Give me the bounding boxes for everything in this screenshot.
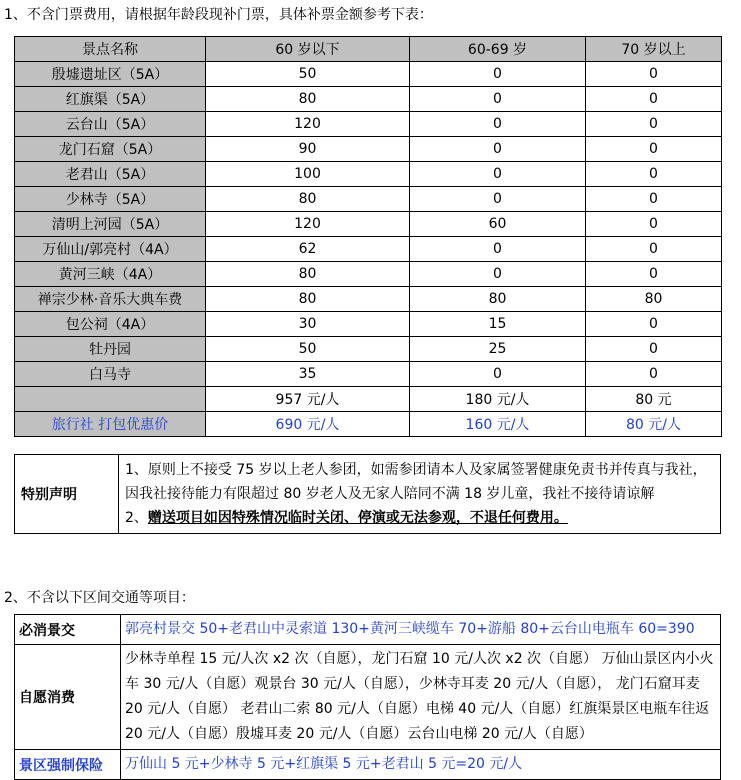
- discount-label: 旅行社 打包优惠价: [15, 412, 206, 437]
- price-cell: 0: [410, 62, 586, 87]
- total-cell: 180 元/人: [410, 387, 586, 412]
- table-row: [15, 287, 722, 312]
- price-cell: 0: [410, 187, 586, 212]
- attraction-name-cell: 老君山（5A）: [15, 162, 206, 187]
- total-row: [15, 387, 722, 412]
- table-row: [15, 137, 722, 162]
- table-row: [15, 187, 722, 212]
- price-cell: 0: [586, 362, 722, 387]
- special-notice-table: [14, 454, 721, 534]
- transport-text: 郭亮村景交 50+老君山中灵索道 130+黄河三峡缆车 70+游船 80+云台山电瓶车 60=390: [121, 615, 721, 645]
- table-row: [15, 62, 722, 87]
- transport-label: 必消景交: [15, 615, 121, 645]
- attraction-name-cell: 清明上河园（5A）: [15, 212, 206, 237]
- table-row: [15, 362, 722, 387]
- price-cell: 0: [586, 237, 722, 262]
- transport-label: 景区强制保险: [15, 750, 121, 780]
- price-cell: 0: [586, 62, 722, 87]
- table-row: [15, 312, 722, 337]
- attraction-name-cell: 红旗渠（5A）: [15, 87, 206, 112]
- attraction-name-cell: 黄河三峡（4A）: [15, 262, 206, 287]
- notice-line-2: [125, 506, 714, 530]
- notice-line-1: 1、原则上不接受 75 岁以上老人参团，如需参团请本人及家属签署健康免责书并传真与我社，因我社接待能力有限超过 80 岁老人及无家人陪同不满 18 岁儿童，我社不接待请谅解: [125, 462, 707, 502]
- price-cell: 0: [410, 262, 586, 287]
- total-cell: 957 元/人: [206, 387, 410, 412]
- attraction-name-cell: 万仙山/郭亮村（4A）: [15, 237, 206, 262]
- price-cell: 0: [410, 137, 586, 162]
- attraction-name-cell: 殷墟遗址区（5A）: [15, 62, 206, 87]
- transport-label: 自愿消费: [15, 645, 121, 750]
- transport-table: [14, 614, 721, 780]
- price-cell: 50: [206, 337, 410, 362]
- table-header-row: [15, 37, 722, 62]
- table-row: [15, 87, 722, 112]
- notice-line-2-prefix: 2、: [125, 510, 148, 526]
- price-cell: 80: [206, 187, 410, 212]
- total-label-cell: [15, 387, 206, 412]
- price-cell: 100: [206, 162, 410, 187]
- price-cell: 0: [586, 212, 722, 237]
- attraction-name-cell: 白马寺: [15, 362, 206, 387]
- attraction-name-cell: 云台山（5A）: [15, 112, 206, 137]
- transport-row: [15, 645, 721, 750]
- price-cell: 0: [586, 162, 722, 187]
- price-cell: 15: [410, 312, 586, 337]
- table-row: [15, 337, 722, 362]
- price-cell: 80: [206, 262, 410, 287]
- price-cell: 0: [410, 87, 586, 112]
- price-cell: 0: [410, 112, 586, 137]
- table-row: [15, 212, 722, 237]
- transport-text: 万仙山 5 元+少林寺 5 元+红旗渠 5 元+老君山 5 元=20 元/人: [121, 750, 721, 780]
- price-cell: 120: [206, 112, 410, 137]
- attraction-name-cell: 禅宗少林·音乐大典车费: [15, 287, 206, 312]
- discount-row: [15, 412, 722, 437]
- discount-cell: 80 元/人: [586, 412, 722, 437]
- price-cell: 0: [410, 362, 586, 387]
- price-cell: 60: [410, 212, 586, 237]
- ticket-price-table: [14, 36, 722, 437]
- price-cell: 120: [206, 212, 410, 237]
- table-row: [15, 162, 722, 187]
- discount-cell: 690 元/人: [206, 412, 410, 437]
- price-cell: 80: [206, 287, 410, 312]
- price-cell: 90: [206, 137, 410, 162]
- price-cell: 0: [410, 162, 586, 187]
- notice-body: [119, 455, 721, 534]
- price-cell: 0: [586, 87, 722, 112]
- price-cell: 25: [410, 337, 586, 362]
- attraction-name-cell: 包公祠（4A）: [15, 312, 206, 337]
- price-cell: 62: [206, 237, 410, 262]
- header-cell: 60 岁以下: [206, 37, 410, 62]
- discount-cell: 160 元/人: [410, 412, 586, 437]
- transport-row: [15, 750, 721, 780]
- section-2-heading: 2、不含以下区间交通等项目：: [4, 590, 195, 606]
- price-cell: 35: [206, 362, 410, 387]
- price-cell: 0: [586, 112, 722, 137]
- price-cell: 50: [206, 62, 410, 87]
- header-cell: 60-69 岁: [410, 37, 586, 62]
- price-cell: 0: [586, 312, 722, 337]
- price-cell: 0: [586, 187, 722, 212]
- attraction-name-cell: 牡丹园: [15, 337, 206, 362]
- section-1-heading: 1、不含门票费用，请根据年龄段现补门票，具体补票金额参考下表：: [4, 7, 433, 23]
- table-row: [15, 112, 722, 137]
- table-row: [15, 262, 722, 287]
- notice-line-2-bold: 赠送项目如因特殊情况临时关闭、停演或无法参观，不退任何费用。: [147, 510, 568, 526]
- price-cell: 30: [206, 312, 410, 337]
- attraction-name-cell: 少林寺（5A）: [15, 187, 206, 212]
- attraction-name-cell: 龙门石窟（5A）: [15, 137, 206, 162]
- total-cell: 80 元: [586, 387, 722, 412]
- header-cell: 70 岁以上: [586, 37, 722, 62]
- transport-row: [15, 615, 721, 645]
- price-cell: 0: [586, 337, 722, 362]
- header-cell: 景点名称: [15, 37, 206, 62]
- price-cell: 0: [586, 262, 722, 287]
- price-cell: 80: [206, 87, 410, 112]
- price-cell: 80: [410, 287, 586, 312]
- transport-text: 少林寺单程 15 元/人次 x2 次（自愿），龙门石窟 10 元/人次 x2 次（自愿） 万仙山景区内小火车 30 元/人（自愿）观景台 30 元/人（自愿），少林寺耳麦 20 元/人（自愿）， 龙门石窟耳麦 20 元/人（自愿） 老君山二索 80 元/人（自愿）电梯 40 元/人（自愿）红旗渠景区电瓶车往返 20 元/人（自愿）殷墟耳麦 20 元/人（自愿）云台山电梯 20 元/人（自愿）: [121, 645, 721, 750]
- price-cell: 0: [586, 137, 722, 162]
- table-row: [15, 237, 722, 262]
- notice-label: 特别声明: [15, 455, 119, 534]
- price-cell: 0: [410, 237, 586, 262]
- price-cell: 80: [586, 287, 722, 312]
